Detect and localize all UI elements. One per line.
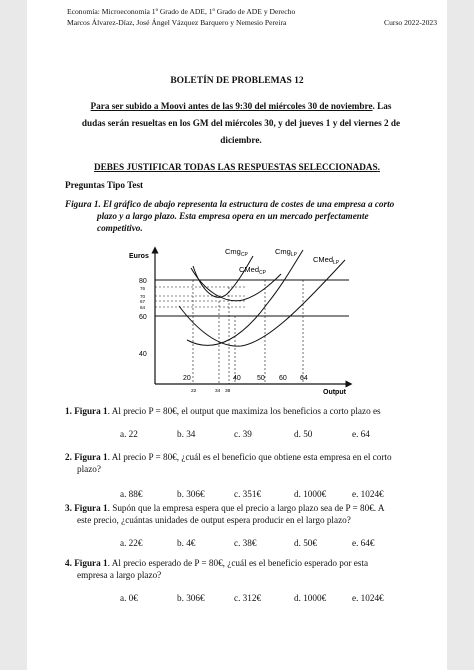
y-tick-40: 40 bbox=[139, 351, 147, 358]
figure-line-3: competitivo. bbox=[97, 223, 143, 233]
lead-line-1 bbox=[65, 98, 417, 115]
x-tick-60: 60 bbox=[279, 375, 287, 382]
question-3-number: 3. Figura 1 bbox=[65, 503, 108, 513]
q1-option-e[interactable]: e. 64 bbox=[352, 429, 370, 439]
label-cmg-cp: Cmg$_{CP}$ bbox=[225, 247, 248, 258]
y-axis-label: Euros bbox=[129, 253, 149, 260]
y-tick-64: 64 bbox=[140, 305, 146, 310]
x-tick-34: 34 bbox=[215, 389, 221, 394]
q4-option-e[interactable]: e. 1024€ bbox=[352, 593, 384, 603]
question-4-text: . Al precio esperado de P = 80€, ¿cuál es el beneficio esperado por esta bbox=[107, 558, 369, 568]
q2-option-a[interactable]: a. 88€ bbox=[120, 489, 143, 499]
page-title: BOLETÍN DE PROBLEMAS 12 bbox=[170, 76, 304, 86]
page-header bbox=[67, 6, 437, 28]
q4-option-b[interactable]: b. 306€ bbox=[177, 593, 205, 603]
question-4 bbox=[65, 557, 435, 581]
label-cmed-cp: CMed$_{CP}$ bbox=[239, 265, 266, 276]
y-tick-60: 60 bbox=[139, 314, 147, 321]
y-tick-76: 76 bbox=[140, 286, 146, 291]
y-tick-67: 67 bbox=[140, 299, 146, 304]
x-axis-label: Output bbox=[323, 389, 346, 396]
justify-notice bbox=[27, 162, 447, 172]
x-tick-20: 20 bbox=[183, 375, 191, 382]
justify-text: DEBES JUSTIFICAR TODAS LAS RESPUESTAS SELECCIONADAS bbox=[94, 162, 378, 172]
figure-line-2: plazo y a largo plazo. Esta empresa opera en un mercado perfectamente bbox=[97, 211, 369, 221]
q4-option-c[interactable]: c. 312€ bbox=[234, 593, 262, 603]
lead-line-3: diciembre. bbox=[220, 135, 262, 145]
q1-option-b[interactable]: b. 34 bbox=[177, 429, 196, 439]
deadline-text: Para ser subido a Moovi antes de las 9:30 del miércoles 30 de noviembre bbox=[90, 101, 373, 111]
q1-option-a[interactable]: a. 22 bbox=[120, 429, 138, 439]
q2-option-b[interactable]: b. 306€ bbox=[177, 489, 205, 499]
figure-caption bbox=[65, 198, 435, 234]
section-title: Preguntas Tipo Test bbox=[65, 180, 144, 190]
lead-line-2: dudas serán resueltas en los GM del miércoles 30, y del jueves 1 y del viernes 2 de bbox=[81, 118, 401, 128]
header-course: Curso 2022-2023 bbox=[384, 18, 437, 27]
y-tick-70: 70 bbox=[140, 294, 146, 299]
q4-option-d[interactable]: d. 1000€ bbox=[294, 593, 327, 603]
question-1-text: . Al precio P = 80€, el output que maximiza los beneficios a corto plazo es bbox=[107, 406, 381, 416]
q3-option-e[interactable]: e. 64€ bbox=[352, 538, 375, 548]
lead-rest: . Las bbox=[372, 101, 392, 111]
question-1-number: 1. Figura 1 bbox=[65, 406, 108, 416]
justify-end: . bbox=[377, 162, 380, 172]
q4-option-a[interactable]: a. 0€ bbox=[120, 593, 138, 603]
question-1 bbox=[65, 405, 435, 417]
label-cmg-lp: Cmg$_{LP}$ bbox=[275, 247, 297, 258]
x-tick-38: 38 bbox=[225, 389, 231, 394]
header-line-2: Marcos Álvarez-Díaz, José Ángel Vázquez Barquero y Nemesio Pereira bbox=[67, 18, 287, 27]
x-tick-40: 40 bbox=[233, 375, 241, 382]
question-3-text-2: este precio, ¿cuántas unidades de output espera producir en el largo plazo? bbox=[77, 515, 351, 525]
q2-option-c[interactable]: c. 351€ bbox=[234, 489, 262, 499]
q3-option-c[interactable]: c. 38€ bbox=[234, 538, 257, 548]
cost-curves-figure bbox=[127, 244, 357, 396]
question-4-number: 4. Figura 1 bbox=[65, 558, 108, 568]
question-3 bbox=[65, 502, 435, 526]
question-2 bbox=[65, 451, 435, 475]
x-tick-64: 64 bbox=[300, 375, 308, 382]
figure-label: Figura 1. bbox=[65, 199, 101, 209]
q3-option-b[interactable]: b. 4€ bbox=[177, 538, 196, 548]
figure-line-1: El gráfico de abajo representa la estructura de costes de una empresa a corto bbox=[100, 199, 395, 209]
x-tick-22: 22 bbox=[191, 389, 197, 394]
cmg-cp-curve bbox=[193, 256, 253, 297]
q1-option-c[interactable]: c. 39 bbox=[234, 429, 252, 439]
question-2-text: . Al precio P = 80€, ¿cuál es el beneficio que obtiene esta empresa en el corto bbox=[107, 452, 392, 462]
question-4-text-2: empresa a largo plazo? bbox=[77, 570, 162, 580]
y-tick-80: 80 bbox=[139, 278, 147, 285]
label-cmed-lp: CMed$_{LP}$ bbox=[313, 255, 340, 266]
q3-option-d[interactable]: d. 50€ bbox=[294, 538, 317, 548]
q3-option-a[interactable]: a. 22€ bbox=[120, 538, 143, 548]
document-page bbox=[27, 0, 447, 670]
question-3-text: . Supón que la empresa espera que el precio a largo plazo sea de P = 80€. A bbox=[107, 503, 385, 513]
x-tick-50: 50 bbox=[257, 375, 265, 382]
header-line-1: Economía: Microeconomía 1º Grado de ADE, 1º Grado de ADE y Derecho bbox=[67, 7, 296, 16]
q2-option-e[interactable]: e. 1024€ bbox=[352, 489, 384, 499]
question-2-number: 2. Figura 1 bbox=[65, 452, 108, 462]
q1-option-d[interactable]: d. 50 bbox=[294, 429, 313, 439]
q2-option-d[interactable]: d. 1000€ bbox=[294, 489, 327, 499]
question-2-text-2: plazo? bbox=[77, 464, 101, 474]
